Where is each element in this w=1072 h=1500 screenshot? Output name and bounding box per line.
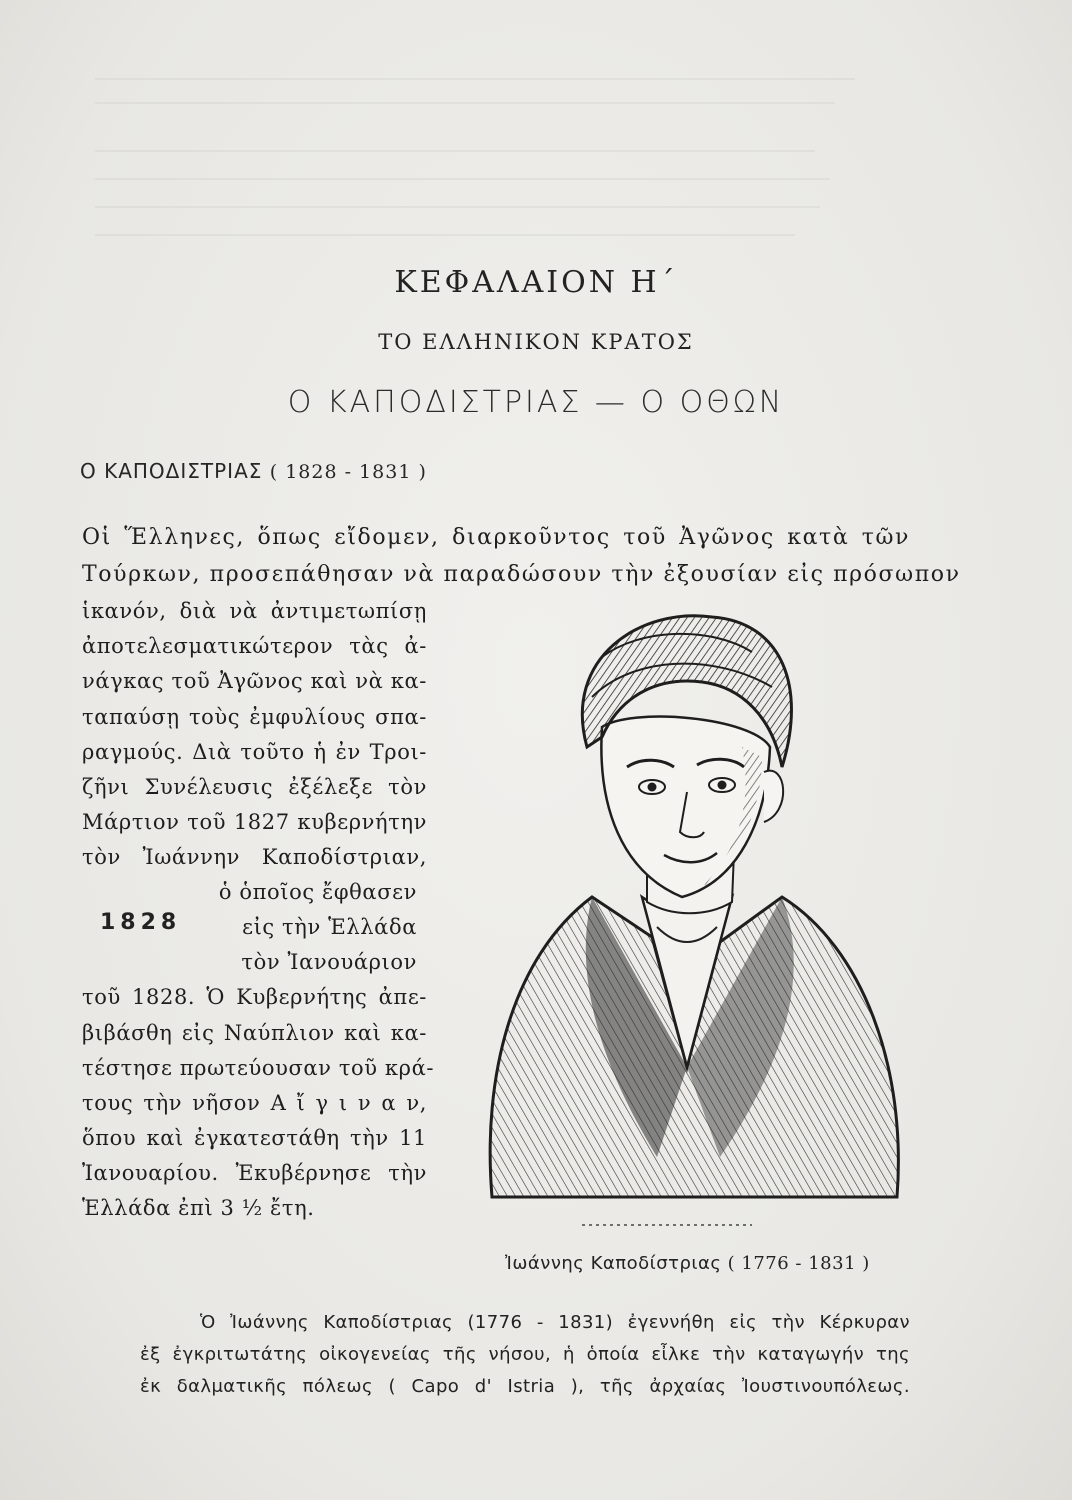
- paragraph-line: βιβάσθη εἰς Ναύπλιον καὶ κα-: [82, 1021, 427, 1045]
- bleed-through-line: [95, 178, 830, 180]
- bleed-through-line: [95, 102, 835, 104]
- paragraph-line: Ἑλλάδα ἐπὶ 3 ½ ἔτη.: [82, 1196, 315, 1220]
- paragraph-line: ζῆνι Συνέλευσις ἐξέλεξε τὸν: [82, 775, 427, 799]
- bleed-through-line: [95, 234, 795, 236]
- paragraph-line: ἱκανόν, διὰ νὰ ἀντιμετωπίσῃ: [82, 599, 427, 623]
- paragraph-line: τους τὴν νῆσον Α ἴ γ ι ν α ν,: [82, 1091, 427, 1115]
- paragraph-line: Οἱ Ἕλληνες, ὅπως εἴδομεν, διαρκοῦντος τοῦ Ἀγῶνος κατὰ τῶν: [82, 525, 910, 550]
- footnote-line: ἐξ ἐγκριτωτάτης οἰκογενείας τῆς νήσου, ἡ ὁποία εἶλκε τὴν καταγωγήν της: [140, 1344, 910, 1365]
- bleed-through-line: [95, 78, 855, 80]
- footnote-line: Ὁ Ἰωάννης Καποδίστριας (1776 - 1831) ἐγεννήθη εἰς τὴν Κέρκυραν: [200, 1312, 910, 1333]
- paragraph-line: τέστησε πρωτεύουσαν τοῦ κρά-: [82, 1056, 435, 1080]
- portrait-engraving: [452, 597, 922, 1237]
- chapter-title: ΚΕΦΑΛΑΙΟΝ Η΄: [394, 265, 678, 300]
- paragraph-line: τὸν Ἰανουάριον: [241, 950, 417, 974]
- footnote-line: ἐκ δαλματικῆς πόλεως ( Capo d' Istria ), τῆς ἀρχαίας Ἰουστινουπόλεως.: [140, 1376, 910, 1397]
- paragraph-line: ὅπου καὶ ἐγκατεστάθη τὴν 11: [82, 1126, 427, 1150]
- margin-year: 1828: [100, 910, 182, 935]
- bleed-through-line: [95, 206, 820, 208]
- paragraph-line: τὸν Ἰωάννην Καποδίστριαν,: [82, 845, 427, 869]
- paragraph-line: τοῦ 1828. Ὁ Κυβερνήτης ἀπε-: [82, 985, 427, 1009]
- caption-name: Ἰωάννης Καποδίστριας: [505, 1253, 722, 1274]
- paragraph-line: Ἰανουαρίου. Ἐκυβέρνησε τὴν: [82, 1161, 427, 1185]
- paragraph-line: ταπαύσῃ τοὺς ἐμφυλίους σπα-: [82, 705, 427, 729]
- portrait-caption: [505, 1253, 870, 1274]
- subsection-heading: [80, 459, 427, 483]
- paragraph-line: ἀποτελεσματικώτερον τὰς ἀ-: [82, 634, 427, 658]
- paragraph-line: εἰς τὴν Ἑλλάδα: [242, 915, 417, 939]
- paragraph-line: Τούρκων, προσεπάθησαν νὰ παραδώσουν τὴν ἐξουσίαν εἰς πρόσωπον: [82, 562, 961, 587]
- paragraph-line: ραγμούς. Διὰ τοῦτο ἡ ἐν Τροι-: [82, 740, 427, 764]
- paragraph-line: νάγκας τοῦ Ἀγῶνος καὶ νὰ κα-: [82, 669, 427, 693]
- paragraph-line: Μάρτιον τοῦ 1827 κυβερνήτην: [82, 810, 427, 834]
- part-title: ΤΟ ΕΛΛΗΝΙΚΟΝ ΚΡΑΤΟΣ: [378, 330, 694, 354]
- bleed-through-line: [95, 150, 815, 152]
- subsection-name: Ο ΚΑΠΟΔΙΣΤΡΙΑΣ: [80, 459, 263, 483]
- section-title: Ο ΚΑΠΟΔΙΣΤΡΙΑΣ — Ο ΟΘΩΝ: [287, 385, 785, 420]
- paragraph-line: ὁ ὁποῖος ἔφθασεν: [218, 880, 417, 904]
- caption-dates: ( 1776 - 1831 ): [727, 1253, 870, 1274]
- subsection-range: ( 1828 - 1831 ): [269, 461, 427, 483]
